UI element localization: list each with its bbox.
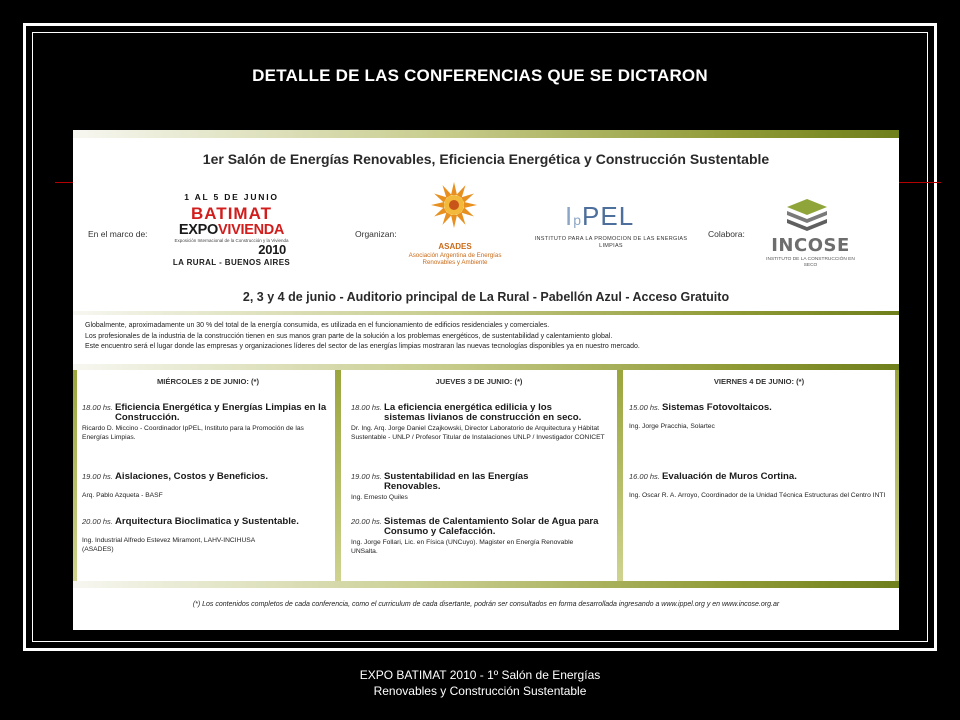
talk-speaker: Ing. Jorge Pracchia, Solartec	[629, 423, 715, 430]
ippel-logo	[565, 203, 634, 229]
talk-item	[351, 403, 611, 443]
day-heading-thursday: JUEVES 3 DE JUNIO: (*)	[435, 377, 523, 386]
talk-title: Aislaciones, Costos y Beneficios.	[115, 471, 269, 482]
talk-item	[629, 472, 889, 501]
batimat-venue: LA RURAL - BUENOS AIRES	[172, 257, 291, 267]
incose-subtitle: INSTITUTO DE LA CONSTRUCCIÓN EN SECO	[766, 257, 855, 268]
ippel-p: p	[573, 212, 583, 228]
talk-title: La eficiencia energética edilicia y los sistemas livianos de construcción en seco.	[384, 402, 582, 424]
talk-item	[351, 517, 611, 557]
ippel-i: I	[565, 201, 574, 231]
conference-poster	[73, 130, 899, 630]
asades-subtitle: Asociación Argentina de Energías Renovables y Ambiente	[408, 252, 502, 267]
talk-title: Sustentabilidad en las Energías Renovables.	[384, 471, 529, 493]
talk-title: Arquitectura Bioclimatica y Sustentable.	[115, 516, 299, 527]
column-separator	[617, 370, 623, 581]
caption-line: Renovables y Construcción Sustentable	[373, 684, 587, 699]
talk-time: 20.00 hs.	[82, 517, 113, 526]
column-separator-right	[895, 370, 899, 581]
talk-item	[82, 403, 342, 443]
description-line: Este encuentro será el lugar donde las empresas y organizaciones líderes del sector de las energías limpias mostraran las nuevas tecnologías disponibles ya en nuestro mercado.	[85, 343, 640, 350]
poster-title: 1er Salón de Energías Renovables, Eficiencia Energética y Construcción Sustentable	[202, 151, 770, 167]
red-rule-right	[899, 182, 941, 183]
talk-time: 19.00 hs.	[351, 472, 382, 481]
stacked-layers-icon	[785, 197, 829, 233]
talk-title: Eficiencia Energética y Energías Limpias en la Construcción.	[115, 402, 327, 424]
sun-logo-icon	[431, 182, 477, 228]
batimat-logo	[169, 193, 294, 267]
talk-time: 18.00 hs.	[351, 403, 382, 412]
description-line: Los profesionales de la industria de la construcción tienen en sus manos gran parte de la solución a los problemas energéticos, de sustentabilidad y calentamiento global.	[85, 332, 613, 340]
talk-item	[629, 403, 889, 432]
vivienda-word: VIVIENDA	[218, 221, 285, 238]
talk-item	[351, 472, 611, 503]
footnote: (*) Los contenidos completos de cada conferencia, como el curriculum de cada disertante, podrán ser consultados en forma desarrollada ingresando a www.ippel.org y en www.incose.org.ar	[192, 601, 780, 608]
marco-label: En el marco de:	[88, 229, 148, 239]
talk-time: 20.00 hs.	[351, 517, 382, 526]
talk-title: Evaluación de Muros Cortina.	[662, 471, 797, 482]
talk-speaker: Ing. Jorge Follari, Lic. en Física (UNCuyo). Magister en Energía Renovable UNSalta.	[351, 539, 574, 555]
caption-line: EXPO BATIMAT 2010 - 1º Salón de Energías	[359, 668, 601, 682]
batimat-year: 2010	[258, 241, 286, 257]
talk-time: 16.00 hs.	[629, 472, 660, 481]
talk-item	[82, 517, 342, 554]
talk-speaker: Ricardo D. Miccino - Coordinador IpPEL, Instituto para la Promoción de las Energías Limpias.	[82, 425, 304, 441]
organizan-label: Organizan:	[355, 229, 397, 239]
divider-bar-3	[73, 581, 899, 588]
slide-title: DETALLE DE LAS CONFERENCIAS QUE SE DICTARON	[252, 66, 708, 85]
talk-title: Sistemas Fotovoltaicos.	[662, 402, 772, 413]
talk-item	[82, 472, 342, 501]
expo-word: EXPO	[178, 221, 218, 238]
batimat-tagline: Exposición Internacional de la Construcción y la Vivienda	[174, 238, 289, 243]
talk-speaker: Ing. Ernesto Quiles	[351, 494, 408, 502]
description	[85, 321, 890, 353]
day-heading-wednesday: MIÉRCOLES 2 DE JUNIO: (*)	[156, 377, 260, 386]
red-rule-left	[55, 182, 73, 183]
talk-time: 18.00 hs.	[82, 403, 113, 412]
description-line: Globalmente, aproximadamente un 30 % del total de la energía consumida, es utilizada en el funcionamiento de edificios residenciales y comerciales.	[85, 322, 550, 329]
talk-time: 19.00 hs.	[82, 472, 113, 481]
talk-title: Sistemas de Calentamiento Solar de Agua para Consumo y Calefacción.	[384, 516, 599, 538]
column-separator-left	[73, 370, 77, 581]
talk-speaker: Ing. Oscar R. A. Arroyo, Coordinador de la Unidad Técnica Estructuras del Centro INTI	[629, 492, 886, 499]
divider-bar-1	[73, 311, 899, 315]
talk-speaker: Ing. Industrial Alfredo Estevez Miramont, LAHV-INCIHUSA (ASADES)	[82, 537, 255, 553]
date-venue-line: 2, 3 y 4 de junio - Auditorio principal de La Rural - Pabellón Azul - Acceso Gratuito	[242, 290, 730, 304]
talk-speaker: Dr. Ing. Arq. Jorge Daniel Czajkowski, Director Laboratorio de Arquitectura y Hábitat Sustentable - UNLP / Profesor Titular de Instalaciones UNLP / Investigador CONICET	[351, 425, 605, 441]
ippel-pel: PEL	[582, 201, 635, 231]
poster-top-bar	[73, 130, 899, 138]
colabora-label: Colabora:	[708, 229, 745, 239]
expovivienda-brand	[169, 223, 294, 238]
day-heading-friday: VIERNES 4 DE JUNIO: (*)	[713, 377, 805, 386]
batimat-dates: 1 AL 5 DE JUNIO	[184, 192, 279, 202]
divider-bar-2	[73, 364, 899, 370]
batimat-brand: BATIMAT	[191, 203, 272, 223]
asades-name: ASADES	[438, 242, 472, 251]
slide-caption	[0, 667, 960, 699]
ippel-subtitle: INSTITUTO PARA LA PROMOCION DE LAS ENERGIAS LIMPIAS	[534, 236, 688, 249]
talk-speaker: Arq. Pablo Azqueta - BASF	[82, 492, 163, 499]
talk-time: 15.00 hs.	[629, 403, 660, 412]
incose-name: INCOSE	[771, 235, 850, 256]
